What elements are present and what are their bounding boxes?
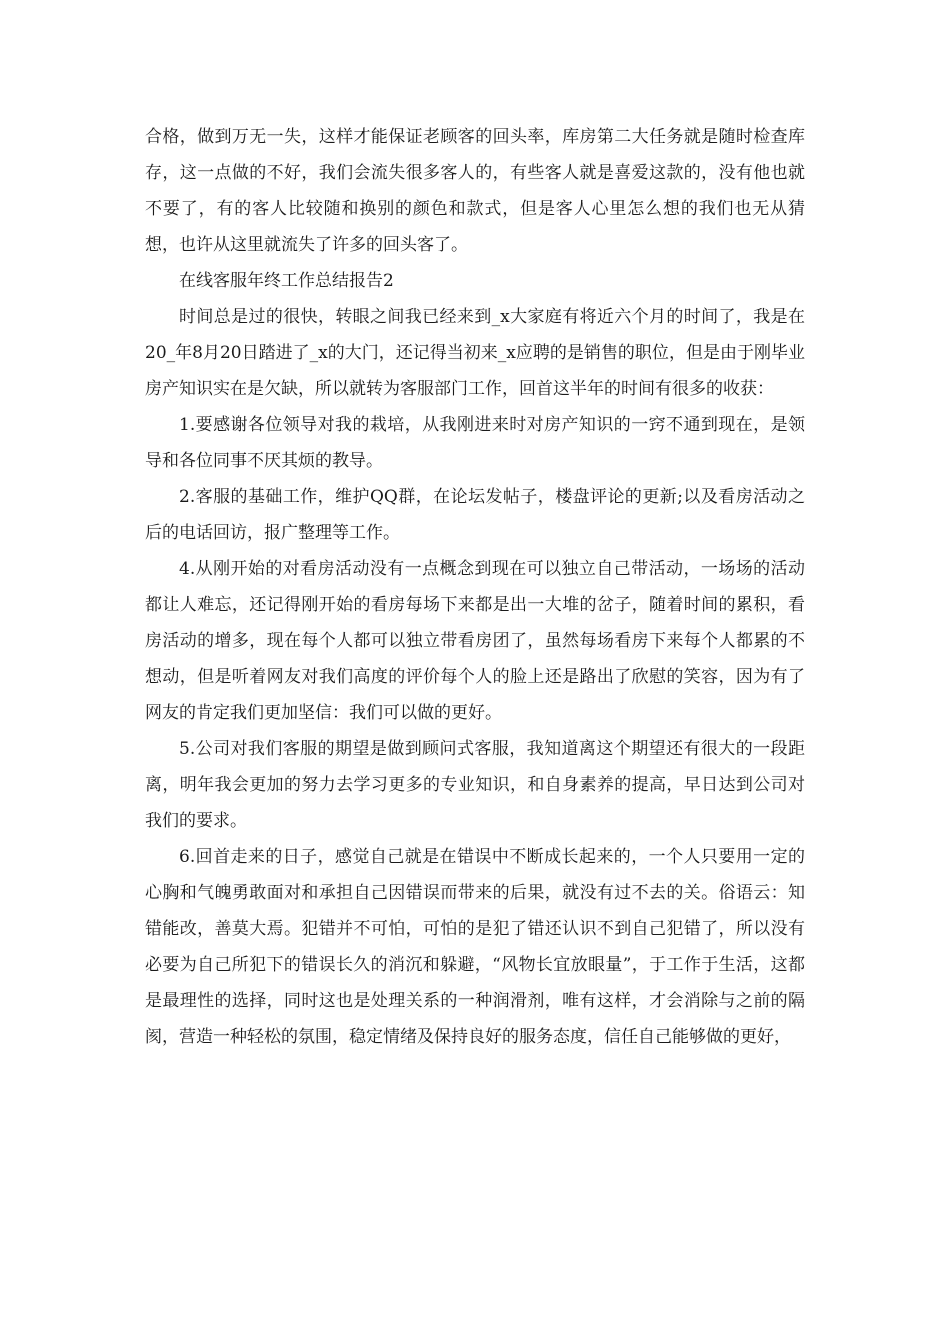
paragraph-item-5: 5.公司对我们客服的期望是做到顾问式客服，我知道离这个期望还有很大的一段距离，明年我会更加的努力去学习更多的专业知识，和自身素养的提高，早日达到公司对我们的要求。 — [145, 739, 805, 831]
paragraph-item-1: 1.要感谢各位领导对我的栽培，从我刚进来时对房产知识的一窍不通到现在，是领导和各位同事不厌其烦的教导。 — [145, 415, 805, 471]
paragraph-intro: 时间总是过的很快，转眼之间我已经来到_x大家庭有将近六个月的时间了，我是在20_年8月20日踏进了_x的大门，还记得当初来_x应聘的是销售的职位，但是由于刚毕业房产知识实在是欠缺，所以就转为客服部门工作，回首这半年的时间有很多的收获： — [145, 307, 805, 399]
paragraph-item-6: 6.回首走来的日子，感觉自己就是在错误中不断成长起来的，一个人只要用一定的心胸和气魄勇敢面对和承担自己因错误而带来的后果，就没有过不去的关。俗语云：知错能改，善莫大焉。犯错并不可怕，可怕的是犯了错还认识不到自己犯错了，所以没有必要为自己所犯下的错误长久的消沉和躲避，“风物长宜放眼量”，于工作于生活，这都是最理性的选择，同时这也是处理关系的一种润滑剂，唯有这样，才会消除与之前的隔阂，营造一种轻松的氛围，稳定情绪及保持良好的服务态度，信任自己能够做的更好， — [145, 847, 805, 1047]
paragraph-item-4: 4.从刚开始的对看房活动没有一点概念到现在可以独立自己带活动，一场场的活动都让人难忘，还记得刚开始的看房每场下来都是出一大堆的岔子，随着时间的累积，看房活动的增多，现在每个人都可以独立带看房团了，虽然每场看房下来每个人都累的不想动，但是听着网友对我们高度的评价每个人的脸上还是路出了欣慰的笑容，因为有了网友的肯定我们更加坚信：我们可以做的更好。 — [145, 559, 805, 723]
paragraph-item-2: 2.客服的基础工作，维护QQ群，在论坛发帖子，楼盘评论的更新;以及看房活动之后的电话回访，报广整理等工作。 — [145, 487, 805, 543]
paragraph-continuation: 合格，做到万无一失，这样才能保证老顾客的回头率，库房第二大任务就是随时检查库存，这一点做的不好，我们会流失很多客人的，有些客人就是喜爱这款的，没有他也就不要了，有的客人比较随和换别的颜色和款式，但是客人心里怎么想的我们也无从猜想，也许从这里就流失了许多的回头客了。 — [145, 127, 805, 255]
section-title: 在线客服年终工作总结报告2 — [179, 271, 394, 291]
document-body — [145, 119, 805, 1055]
